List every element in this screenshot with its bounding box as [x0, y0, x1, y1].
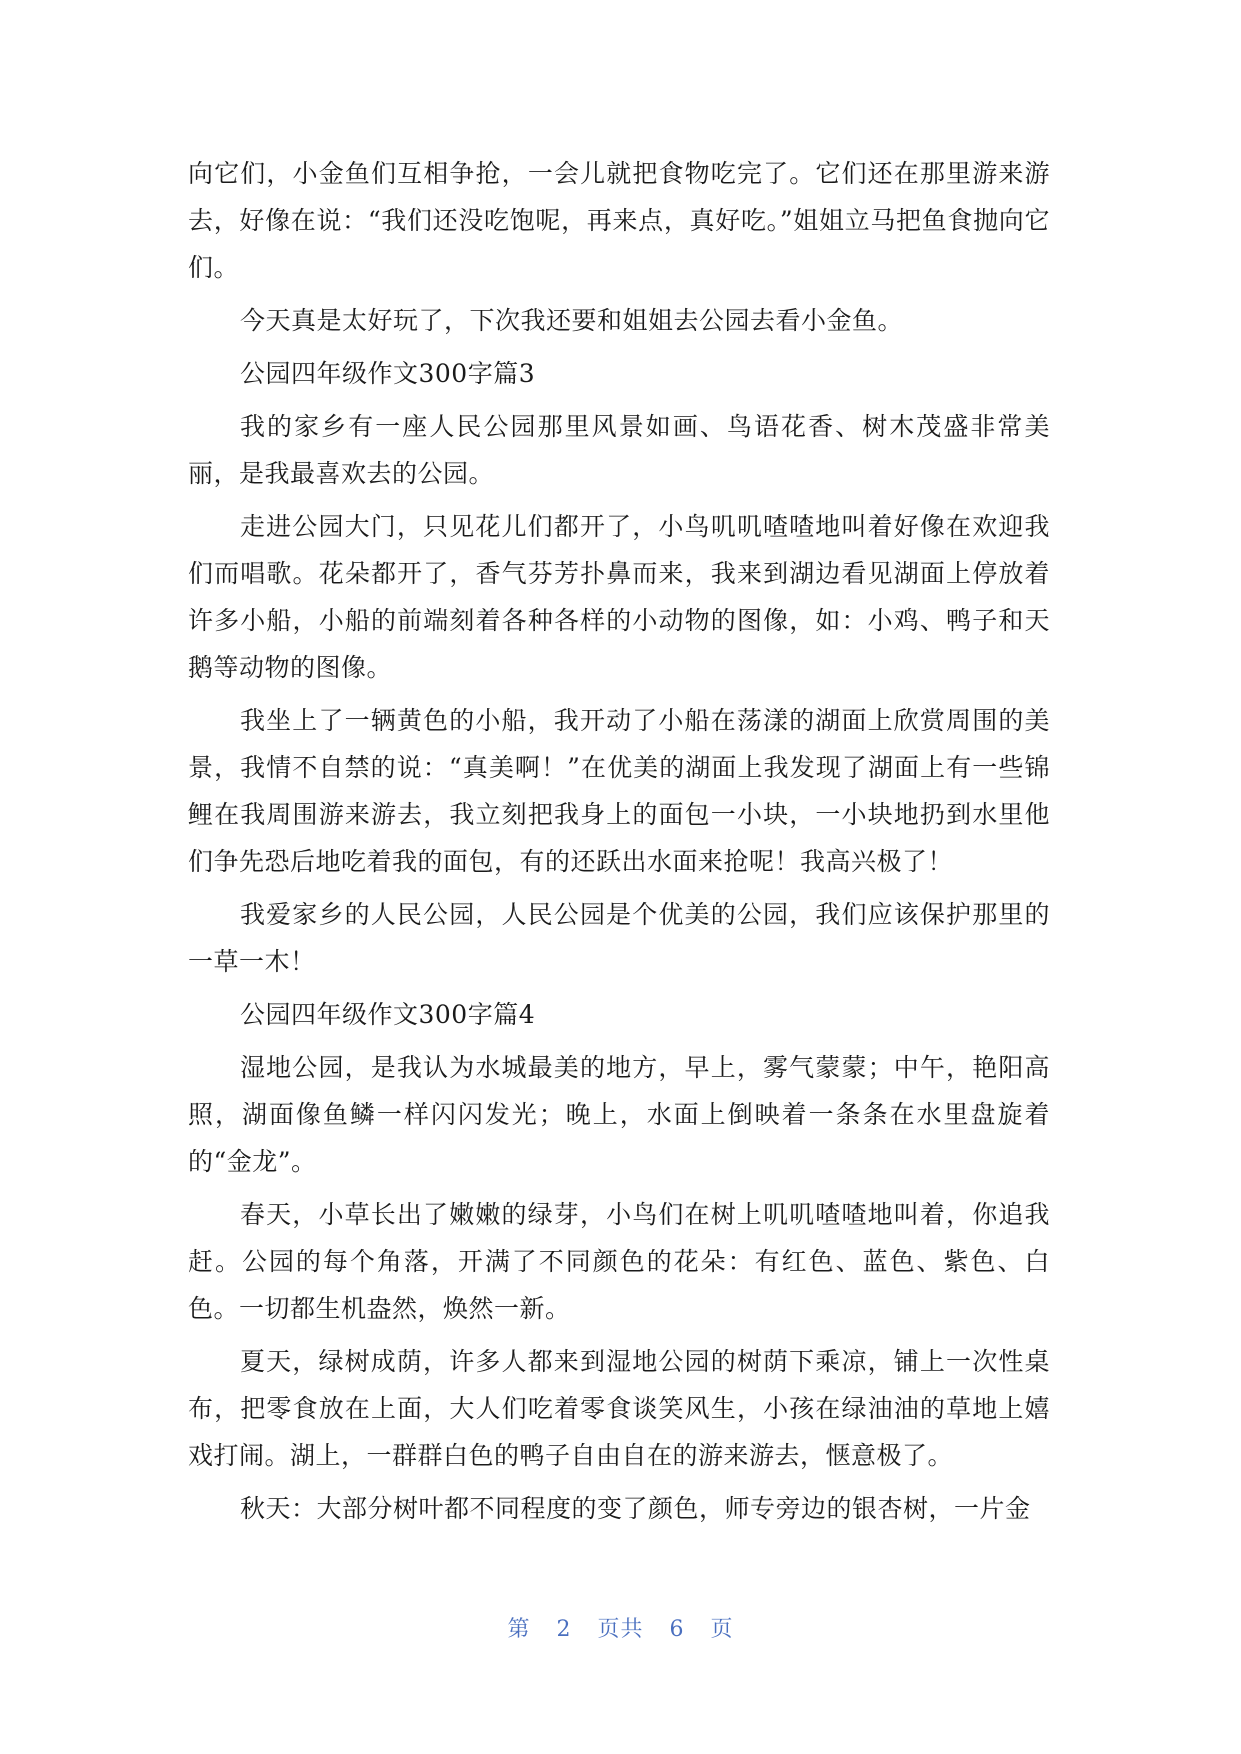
paragraph: 我的家乡有一座人民公园那里风景如画、鸟语花香、树木茂盛非常美丽，是我最喜欢去的公园。: [188, 412, 1050, 488]
section-heading: 公园四年级作文300字篇4: [240, 1000, 536, 1029]
footer-page-label-2: 页共: [597, 1617, 644, 1642]
paragraph: 湿地公园，是我认为水城最美的地方，早上，雾气蒙蒙；中午，艳阳高照，湖面像鱼鳞一样闪闪发光；晚上，水面上倒映着一条条在水里盘旋着的“金龙”。: [188, 1053, 1050, 1176]
section-heading: 公园四年级作文300字篇3: [240, 359, 536, 388]
paragraph: 夏天，绿树成荫，许多人都来到湿地公园的树荫下乘凉，铺上一次性桌布，把零食放在上面，大人们吃着零食谈笑风生，小孩在绿油油的草地上嬉戏打闹。湖上，一群群白色的鸭子自由自在的游来游去，惬意极了。: [188, 1347, 1050, 1470]
paragraph: 春天，小草长出了嫩嫩的绿芽，小鸟们在树上叽叽喳喳地叫着，你追我赶。公园的每个角落，开满了不同颜色的花朵：有红色、蓝色、紫色、白色。一切都生机盎然，焕然一新。: [188, 1200, 1050, 1323]
paragraph: 我坐上了一辆黄色的小船，我开动了小船在荡漾的湖面上欣赏周围的美景，我情不自禁的说：“真美啊！”在优美的湖面上我发现了湖面上有一些锦鲤在我周围游来游去，我立刻把我身上的面包一小块，一小块地扔到水里他们争先恐后地吃着我的面包，有的还跃出水面来抢呢！我高兴极了！: [188, 706, 1050, 876]
paragraph: 秋天：大部分树叶都不同程度的变了颜色，师专旁边的银杏树，一片金: [240, 1494, 1031, 1523]
paragraph: 走进公园大门，只见花儿们都开了，小鸟叽叽喳喳地叫着好像在欢迎我们而唱歌。花朵都开了，香气芬芳扑鼻而来，我来到湖边看见湖面上停放着许多小船，小船的前端刻着各种各样的小动物的图像，如：小鸡、鸭子和天鹅等动物的图像。: [188, 512, 1050, 682]
paragraph: 今天真是太好玩了，下次我还要和姐姐去公园去看小金鱼。: [240, 306, 904, 335]
paragraph: 我爱家乡的人民公园，人民公园是个优美的公园，我们应该保护那里的一草一木！: [188, 900, 1050, 976]
page-footer: [0, 1612, 1241, 1643]
footer-current-page: 2: [556, 1617, 572, 1642]
footer-page-label-1: 第: [507, 1617, 531, 1642]
footer-total-pages: 6: [669, 1617, 685, 1642]
paragraph-continued: 向它们，小金鱼们互相争抢，一会儿就把食物吃完了。它们还在那里游来游去，好像在说：“我们还没吃饱呢，再来点，真好吃。”姐姐立马把鱼食抛向它们。: [188, 159, 1050, 282]
footer-page-label-3: 页: [710, 1617, 734, 1642]
document-body: [188, 150, 1050, 1538]
